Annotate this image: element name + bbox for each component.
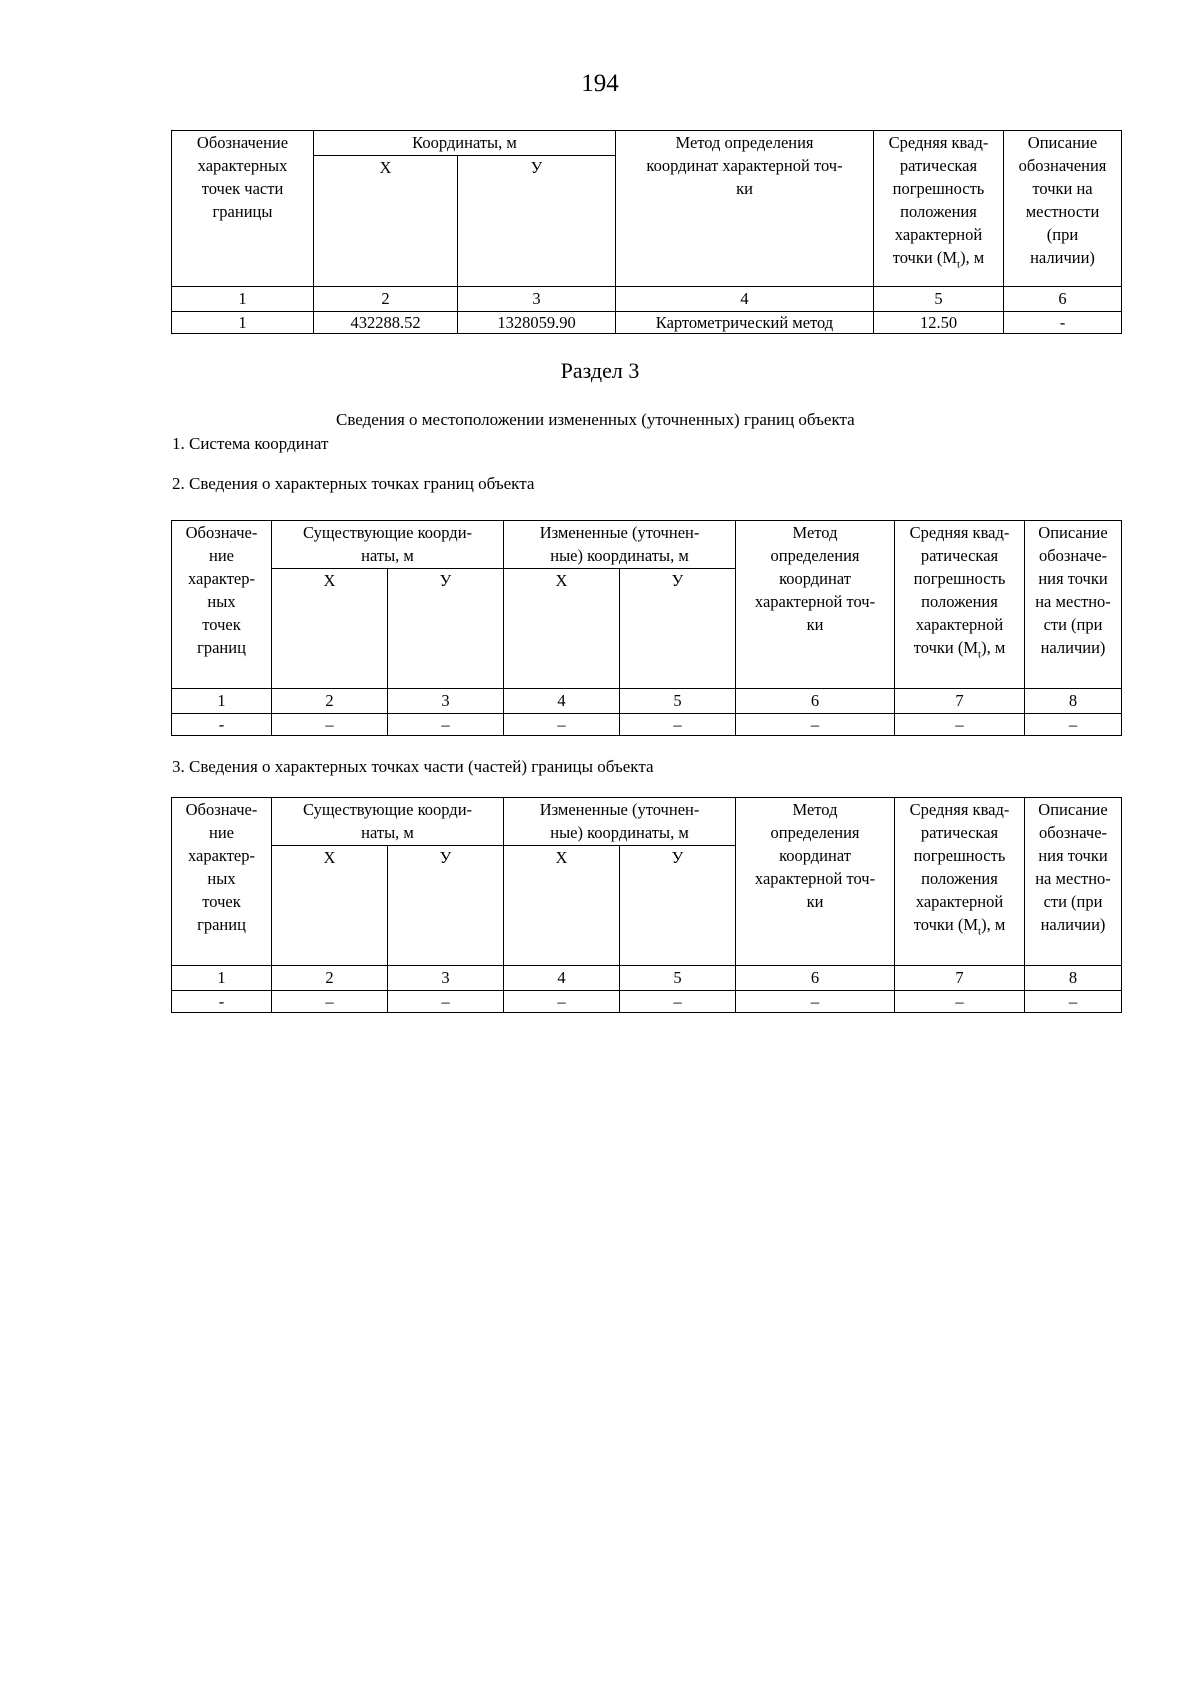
index-cell: 3 [458, 287, 616, 312]
index-cell: 6 [1004, 287, 1122, 312]
index-cell: 4 [504, 689, 620, 714]
header-changed-x: Х [504, 846, 620, 966]
header-changed-coordinates: Измененные (уточнен- ные) координаты, м [504, 798, 736, 846]
header-error: Средняя квад- ратическая погрешность положения характерной точки $(M_t)$, м [895, 798, 1025, 966]
index-cell: 5 [620, 966, 736, 991]
header-method: Метод определения координат характерной точ- ки [736, 798, 895, 966]
description-value: – [1025, 991, 1122, 1013]
header-designation: Обозначение характерных точек части границы [172, 131, 314, 287]
error-value: – [895, 714, 1025, 736]
index-cell: 2 [272, 966, 388, 991]
index-cell: 3 [388, 966, 504, 991]
point-number: 1 [172, 312, 314, 334]
header-changed-y: У [620, 846, 736, 966]
part-boundary-points-table [171, 130, 1122, 334]
header-changed-x: Х [504, 569, 620, 689]
header-existing-x: Х [272, 846, 388, 966]
header-existing-coordinates: Существующие коорди- наты, м [272, 521, 504, 569]
index-cell: 2 [272, 689, 388, 714]
error-value: 12.50 [874, 312, 1004, 334]
index-cell: 6 [736, 966, 895, 991]
index-cell: 1 [172, 966, 272, 991]
changed-y-value: – [620, 714, 736, 736]
description-value: - [1004, 312, 1122, 334]
error-value: – [895, 991, 1025, 1013]
index-cell: 8 [1025, 966, 1122, 991]
header-y: У [458, 156, 616, 287]
header-changed-y: У [620, 569, 736, 689]
existing-x-value: – [272, 991, 388, 1013]
existing-y-value: – [388, 714, 504, 736]
point-number: - [172, 991, 272, 1013]
index-cell: 6 [736, 689, 895, 714]
header-designation: Обозначе- ние характер- ных точек границ [172, 798, 272, 966]
index-cell: 3 [388, 689, 504, 714]
changed-y-value: – [620, 991, 736, 1013]
coordinate-system-heading: 1. Система координат [172, 434, 329, 453]
header-description: Описание обозначе- ния точки на местно- сти (при наличии) [1025, 798, 1122, 966]
index-cell: 7 [895, 966, 1025, 991]
method-value: – [736, 991, 895, 1013]
page-number: 194 [581, 70, 619, 97]
part-boundary-points-table-2 [171, 797, 1122, 1013]
header-description: Описание обозначения точки на местности (при наличии) [1004, 131, 1122, 287]
index-cell: 1 [172, 287, 314, 312]
index-cell: 1 [172, 689, 272, 714]
section-title: Раздел 3 [560, 358, 640, 383]
description-value: – [1025, 714, 1122, 736]
index-cell: 2 [314, 287, 458, 312]
header-changed-coordinates: Измененные (уточнен- ные) координаты, м [504, 521, 736, 569]
header-existing-coordinates: Существующие коорди- наты, м [272, 798, 504, 846]
boundary-points-heading: 2. Сведения о характерных точках границ объекта [172, 474, 535, 493]
header-x: Х [314, 156, 458, 287]
index-cell: 4 [616, 287, 874, 312]
section-subtitle: Сведения о местоположении измененных (уточненных) границ объекта [336, 410, 855, 429]
coordinate-y: 1328059.90 [458, 312, 616, 334]
existing-x-value: – [272, 714, 388, 736]
header-existing-x: Х [272, 569, 388, 689]
header-method: Метод определения координат характерной точ- ки [616, 131, 874, 287]
header-existing-y: У [388, 569, 504, 689]
header-coordinates: Координаты, м [314, 131, 616, 156]
header-error: Средняя квад- ратическая погрешность положения характерной точки $(M_t)$, м [874, 131, 1004, 287]
method-value: Картометрический метод [616, 312, 874, 334]
header-method: Метод определения координат характерной точ- ки [736, 521, 895, 689]
coordinate-x: 432288.52 [314, 312, 458, 334]
existing-y-value: – [388, 991, 504, 1013]
method-value: – [736, 714, 895, 736]
part-boundary-points-heading: 3. Сведения о характерных точках части (частей) границы объекта [172, 757, 654, 776]
header-existing-y: У [388, 846, 504, 966]
header-designation: Обозначе- ние характер- ных точек границ [172, 521, 272, 689]
header-description: Описание обозначе- ния точки на местно- сти (при наличии) [1025, 521, 1122, 689]
index-cell: 7 [895, 689, 1025, 714]
changed-x-value: – [504, 991, 620, 1013]
header-error: Средняя квад- ратическая погрешность положения характерной точки $(M_t)$, м [895, 521, 1025, 689]
changed-x-value: – [504, 714, 620, 736]
index-cell: 8 [1025, 689, 1122, 714]
index-cell: 4 [504, 966, 620, 991]
index-cell: 5 [874, 287, 1004, 312]
point-number: - [172, 714, 272, 736]
boundary-points-table [171, 520, 1122, 736]
index-cell: 5 [620, 689, 736, 714]
